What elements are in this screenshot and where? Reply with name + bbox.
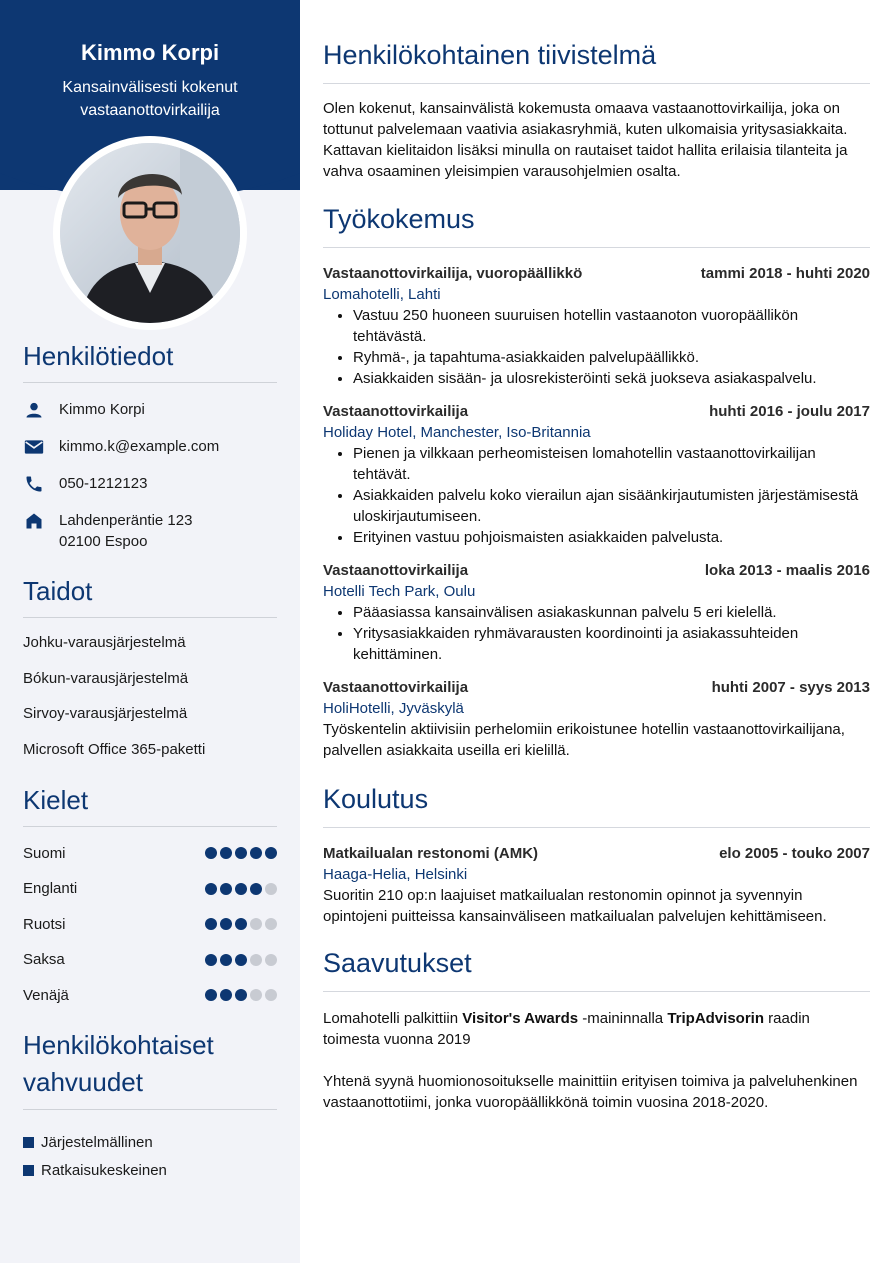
language-row — [23, 843, 277, 863]
job-dates: tammi 2018 - huhti 2020 — [700, 265, 870, 282]
award-source: TripAdvisorin — [667, 1010, 764, 1027]
language-name: Suomi — [23, 844, 66, 862]
education-text: Suoritin 210 op:n laajuiset matkailualan restonomin opinnot ja syvennyin opintojeni puitteissa kansainväliseen matkailualan palvelujen kehittämiseen. — [323, 887, 827, 925]
language-level — [205, 954, 277, 966]
education-section — [323, 781, 870, 927]
candidate-subtitle: Kansainvälisesti kokenut vastaanottovirkailija — [62, 79, 238, 119]
experience-section — [323, 201, 870, 761]
strength-item — [23, 1161, 277, 1181]
level-dot-filled — [220, 847, 232, 859]
sidebar — [0, 0, 300, 1263]
level-dot-empty — [265, 989, 277, 1001]
job-text: Työskentelin aktiivisiin perhelomiin erikoistunee hotellin vastaanottovirkailijana, palvellen asiakkaita useilla eri kielillä. — [323, 721, 845, 759]
home-icon — [23, 510, 45, 532]
experience-title: Työkokemus — [323, 201, 870, 248]
job-bullet: • Asiakkaiden palvelu koko vierailun ajan sisäänkirjautumisten järjestämisestä uloskirjautumiseen. — [353, 485, 870, 527]
language-level — [205, 989, 277, 1001]
job-entry — [323, 678, 870, 761]
strength-label: Ratkaisukeskeinen — [41, 1161, 167, 1179]
contact-name-text: Kimmo Korpi — [59, 401, 145, 418]
language-level — [205, 883, 277, 895]
skill-item: Johku-varausjärjestelmä — [23, 634, 186, 651]
job-bullet: • Ryhmä-, ja tapahtuma-asiakkaiden palvelupäällikkö. — [353, 347, 870, 368]
level-dot-filled — [205, 883, 217, 895]
personal-info-title: Henkilötiedot — [23, 338, 277, 383]
profile-photo — [60, 143, 240, 323]
job-bullet: • Yritysasiakkaiden ryhmävarausten koordinointi ja asiakassuhteiden kehittäminen. — [353, 623, 870, 665]
job-dates: huhti 2007 - syys 2013 — [711, 679, 870, 696]
job-org: Hotelli Tech Park, Oulu — [323, 583, 476, 600]
job-dates: loka 2013 - maalis 2016 — [704, 562, 870, 579]
level-dot-empty — [265, 954, 277, 966]
skills-title: Taidot — [23, 573, 277, 618]
education-title: Koulutus — [323, 781, 870, 828]
strength-item — [23, 1125, 277, 1161]
job-bullet: • Pääasiassa kansainvälisen asiakaskunnan palvelu 5 eri kielellä. — [353, 602, 870, 623]
language-row — [23, 985, 277, 1005]
level-dot-empty — [265, 883, 277, 895]
level-dot-empty — [250, 954, 262, 966]
languages-section — [23, 782, 277, 1005]
level-dot-filled — [265, 847, 277, 859]
level-dot-filled — [235, 847, 247, 859]
degree: Matkailualan restonomi (AMK) — [323, 845, 539, 862]
person-icon — [23, 399, 45, 421]
job-bullet: • Pienen ja vilkkaan perheomisteisen lomahotellin vastaanottovirkailijan tehtävät. — [353, 443, 870, 485]
job-org: Lomahotelli, Lahti — [323, 286, 441, 303]
achievements-section — [323, 945, 870, 1113]
job-entry — [323, 402, 870, 548]
language-row — [23, 914, 277, 934]
summary-text: Olen kokenut, kansainvälistä kokemusta omaava vastaanottovirkailija, joka on tottunut palvelemaan vaativia asiakasryhmiä, kuten ulkomaisia yritysasiakkaita. Kattavan kielitaidon lisäksi minulla on rautaiset taidot hallita erilaisia tilanteita ja vahva osaaminen yleisimpien varausohjelmien osalta. — [323, 100, 848, 180]
summary-title: Henkilökohtainen tiivistelmä — [323, 37, 870, 84]
level-dot-filled — [220, 883, 232, 895]
job-role: Vastaanottovirkailija — [323, 679, 469, 696]
level-dot-filled — [220, 954, 232, 966]
level-dot-empty — [250, 918, 262, 930]
contact-name — [23, 399, 277, 436]
job-org: Holiday Hotel, Manchester, Iso-Britannia — [323, 424, 591, 441]
level-dot-filled — [205, 918, 217, 930]
address-line-2: 02100 Espoo — [59, 533, 148, 550]
level-dot-filled — [220, 989, 232, 1001]
phone-icon — [23, 473, 45, 495]
contact-email-text[interactable]: kimmo.k@example.com — [59, 438, 220, 455]
job-entry — [323, 561, 870, 665]
level-dot-filled — [235, 883, 247, 895]
summary-section — [323, 37, 870, 182]
mail-icon — [23, 436, 45, 458]
job-entry — [323, 264, 870, 389]
language-level — [205, 847, 277, 859]
language-row — [23, 879, 277, 899]
strengths-section — [23, 1027, 277, 1181]
language-name: Saksa — [23, 951, 65, 968]
skills-section — [23, 573, 277, 760]
job-dates: huhti 2016 - joulu 2017 — [709, 403, 870, 420]
level-dot-filled — [235, 989, 247, 1001]
languages-title: Kielet — [23, 782, 277, 827]
job-role: Vastaanottovirkailija — [323, 562, 469, 579]
level-dot-filled — [235, 954, 247, 966]
job-bullet: • Asiakkaiden sisään- ja ulosrekisteröinti sekä juokseva asiakaspalvelu. — [353, 368, 870, 389]
level-dot-filled — [205, 954, 217, 966]
language-name: Venäjä — [23, 986, 69, 1004]
candidate-name: Kimmo Korpi — [80, 40, 220, 65]
personal-info-section — [23, 338, 277, 552]
achievements-title: Saavutukset — [323, 945, 870, 992]
job-bullet: • Erityinen vastuu pohjoismaisten asiakkaiden palvelusta. — [353, 527, 870, 548]
job-org: HoliHotelli, Jyväskylä — [323, 700, 464, 717]
award-name: Visitor's Awards — [462, 1010, 579, 1027]
square-bullet-icon — [23, 1137, 34, 1148]
achievement-2: Yhtenä syynä huomionosoitukselle mainittiin erityisen toimiva ja palveluhenkinen vastaanottotiimi, jonka vuoropäällikkönä toimin vuosina 2018-2020. — [323, 1073, 858, 1111]
skill-item: Bókun-varausjärjestelmä — [23, 669, 189, 687]
job-bullet: • Vastuu 250 huoneen suuruisen hotellin vastaanoton vuoropäällikön tehtävästä. — [353, 305, 870, 347]
level-dot-empty — [265, 918, 277, 930]
contact-phone-text[interactable]: 050-1212123 — [59, 475, 148, 492]
contact-phone — [23, 473, 277, 510]
contact-email — [23, 436, 277, 473]
strength-label: Järjestelmällinen — [41, 1133, 153, 1151]
level-dot-filled — [205, 989, 217, 1001]
skill-item: Microsoft Office 365-paketti — [23, 740, 206, 758]
language-row — [23, 950, 277, 970]
job-role: Vastaanottovirkailija, vuoropäällikkö — [323, 265, 583, 282]
language-name: Englanti — [23, 880, 78, 897]
education-dates: elo 2005 - touko 2007 — [719, 845, 870, 862]
address-line-1: Lahdenperäntie 123 — [59, 512, 193, 529]
job-role: Vastaanottovirkailija — [323, 403, 469, 420]
level-dot-filled — [250, 847, 262, 859]
achievement-1: Lomahotelli palkittiin Visitor's Awards -maininnalla TripAdvisorin raadin toimesta vuonna 2019 — [323, 1010, 810, 1048]
skill-item: Sirvoy-varausjärjestelmä — [23, 705, 188, 722]
level-dot-filled — [220, 918, 232, 930]
level-dot-empty — [250, 989, 262, 1001]
square-bullet-icon — [23, 1165, 34, 1176]
language-level — [205, 918, 277, 930]
language-name: Ruotsi — [23, 915, 66, 933]
contact-address — [23, 510, 277, 552]
strengths-title: Henkilökohtaiset vahvuudet — [23, 1027, 277, 1110]
level-dot-filled — [250, 883, 262, 895]
level-dot-filled — [205, 847, 217, 859]
school: Haaga-Helia, Helsinki — [323, 866, 468, 883]
level-dot-filled — [235, 918, 247, 930]
